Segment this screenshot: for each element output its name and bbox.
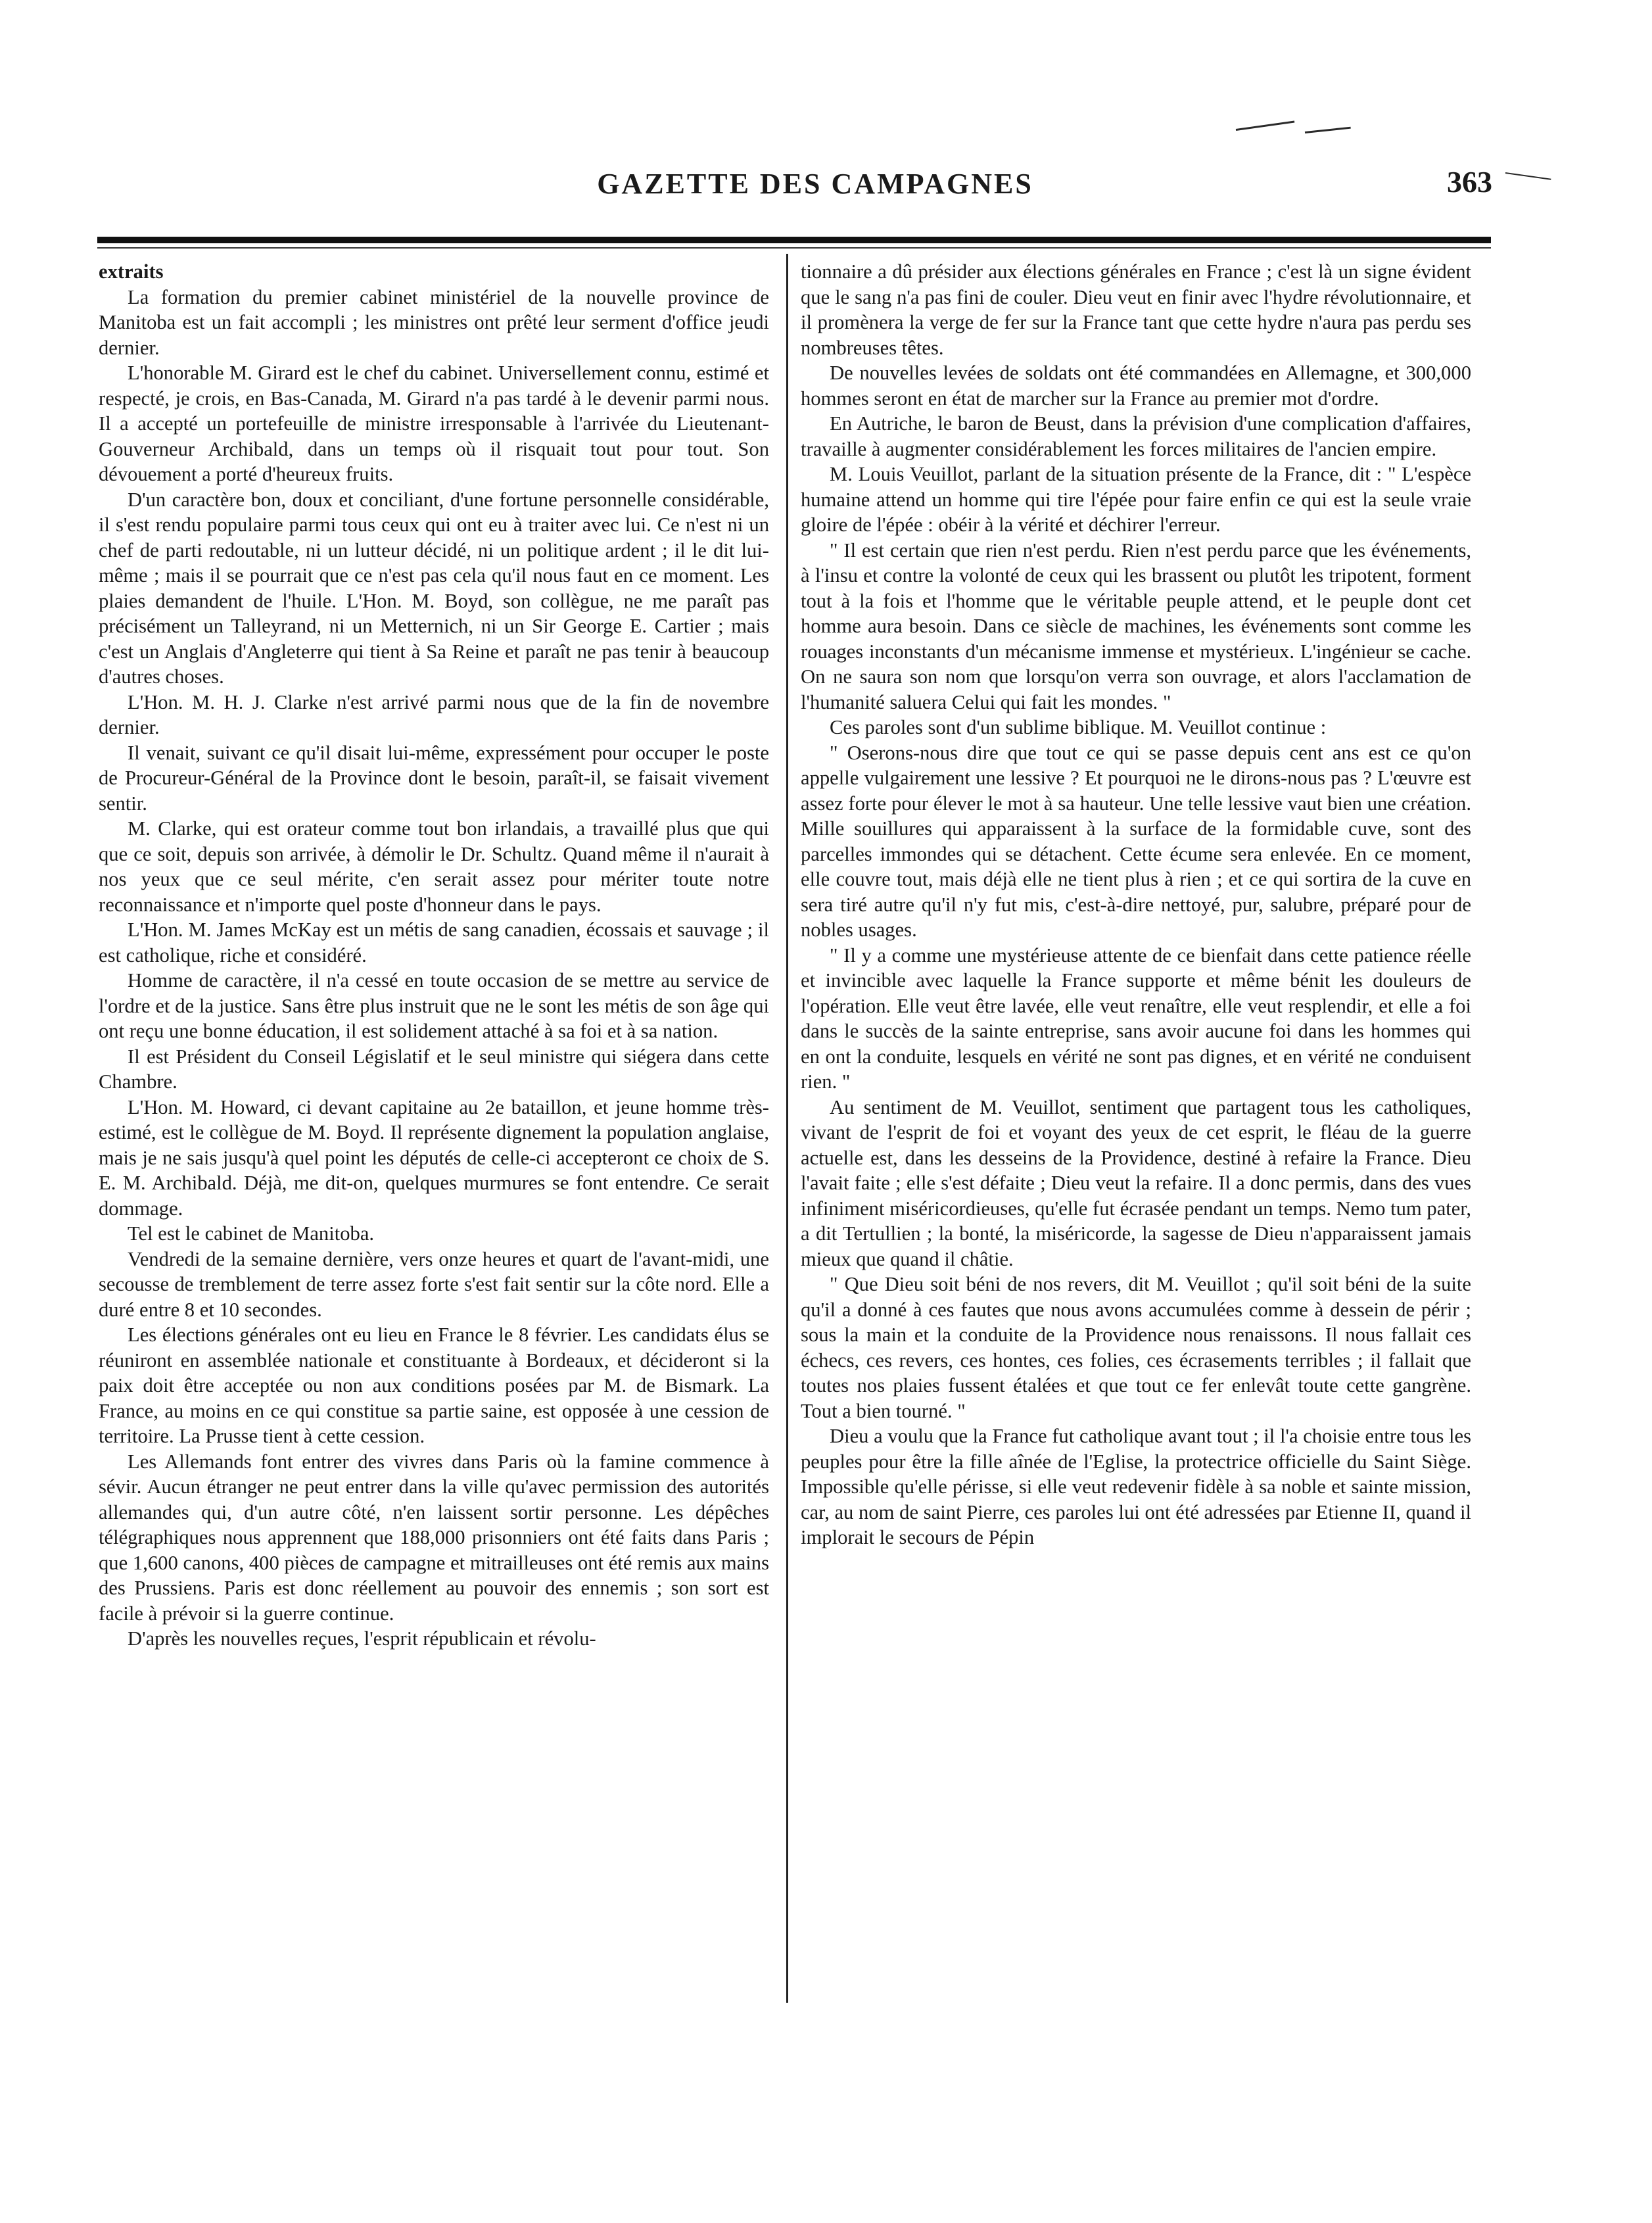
section-lead: extraits xyxy=(99,260,164,283)
article-paragraph: Vendredi de la semaine dernière, vers onze heures et quart de l'avant-midi, une secousse de tremblement de terre assez forte s'est fait sentir sur la côte nord. Elle a duré entre 8 et 10 secondes. xyxy=(99,1247,769,1321)
article-paragraph: D'un caractère bon, doux et conciliant, d'une fortune personnelle considérable, il s'est rendu populaire parmi tous ceux qui ont eu à traiter avec lui. Ce n'est ni un chef de parti redoutable, ni un lutteur décidé, ni un politique ardent ; il le dit lui-même ; mais il se pourrait que ce n'est pas cela qu'il nous faut en ce moment. Les plaies demandent de l'huile. L'Hon. M. Boyd, son collègue, ne me paraît pas précisément un Talleyrand, ni un Metternich, ni un Sir George E. Cartier ; mais c'est un Anglais d'Angleterre qui tient à Sa Reine et paraît ne pas tenir à beaucoup d'autres choses. xyxy=(99,488,769,688)
article-paragraph: M. Louis Veuillot, parlant de la situation présente de la France, dit : " L'espèce humaine attend un homme qui tire l'épée pour faire enfin ce qui est la seule vraie gloire de l'épée : obéir à la vérité et déchirer l'erreur. xyxy=(801,463,1471,536)
article-paragraph: Il est Président du Conseil Législatif et le seul ministre qui siégera dans cette Chambre. xyxy=(99,1045,769,1093)
article-paragraph: Ces paroles sont d'un sublime biblique. M. Veuillot continue : xyxy=(830,716,1327,738)
article-paragraph: Les Allemands font entrer des vivres dans Paris où la famine commence à sévir. Aucun étranger ne peut entrer dans la ville qu'avec permission des autorités allemandes qui, d'un autre côté, n'en laissent sortir personne. Les dépêches télégraphiques nous apprennent que 188,000 prisonniers ont été faits dans Paris ; que 1,600 canons, 400 pièces de campagne et mitrailleuses ont été remis aux mains des Prussiens. Paris est donc réellement au pouvoir des ennemis ; son sort est facile à prévoir si la guerre continue. xyxy=(99,1450,769,1625)
right-column xyxy=(801,259,1471,2008)
article-paragraph xyxy=(99,259,769,285)
article-paragraph: " Oserons-nous dire que tout ce qui se passe depuis cent ans est ce qu'on appelle vulgairement une lessive ? Et pourquoi ne le dirons-nous pas ? L'œuvre est assez forte pour élever le mot à sa hauteur. Une telle lessive vaut bien une création. Mille souillures qui apparaissent à la surface de la formidable cuve, sont des parcelles immondes qui se détachent. Cette écume sera enlevée. En ce moment, elle couvre tout, mais déjà elle ne tient plus à rien ; et ce qui sortira de la cuve en sera tiré autre qu'il n'y fut mis, c'est-à-dire nettoyé, pur, salubre, préparé pour de nobles usages. xyxy=(801,741,1471,941)
article-paragraph: L'Hon. M. H. J. Clarke n'est arrivé parmi nous que de la fin de novembre dernier. xyxy=(99,690,769,738)
article-paragraph: " Que Dieu soit béni de nos revers, dit M. Veuillot ; qu'il soit béni de la suite qu'il a donné à ces fautes que nous avons accumulées comme à dessein de périr ; sous la main et la conduite de la Providence nous renaissons. Il nous fallait ces échecs, ces revers, ces hontes, ces folies, ces écrasements terribles ; il fallait que toutes nos plaies fussent étalées et que tout ce fer enlevât toute cette gangrène. Tout a bien tourné. " xyxy=(801,1273,1471,1422)
pen-mark xyxy=(1505,172,1551,180)
article-paragraph: tionnaire a dû présider aux élections générales en France ; c'est là un signe évident que le sang n'a pas fini de couler. Dieu veut en finir avec l'hydre révolutionnaire, et il promènera la verge de fer sur la France tant que cette hydre n'aura pas perdu ses nombreuses têtes. xyxy=(801,260,1471,359)
header-rule xyxy=(97,237,1491,243)
article-paragraph: Au sentiment de M. Veuillot, sentiment que partagent tous les catholiques, vivant de l'esprit de foi et voyant des yeux de cet esprit, le fléau de la guerre actuelle est, dans les desseins de la Providence, destiné à refaire la France. Dieu l'avait faite ; elle s'est défaite ; Dieu veut la refaire. Il a donc permis, dans des vues infiniment miséricordieuses, qu'elle fut écrasée pendant un temps. Nemo tum pater, a dit Tertullien ; la bonté, la miséricorde, la sagesse de Dieu n'apparaissent jamais mieux que quand il châtie. xyxy=(801,1095,1471,1270)
article-paragraph: D'après les nouvelles reçues, l'esprit républicain et révolu- xyxy=(128,1627,596,1650)
article-paragraph: L'Hon. M. Howard, ci devant capitaine au 2e bataillon, et jeune homme très-estimé, est le collègue de M. Boyd. Il représente dignement la population anglaise, mais je ne sais jusqu'à quel point les députés de celle-ci accepteront ce choix de S. E. M. Archibald. Déjà, me dit-on, quelques murmures se font entendre. Ce serait dommage. xyxy=(99,1095,769,1220)
left-column xyxy=(99,259,769,2008)
header-rule-thin xyxy=(97,247,1491,249)
article-paragraph: Il venait, suivant ce qu'il disait lui-même, expressément pour occuper le poste de Procureur-Général de la Province dont le besoin, paraît-il, se faisait vivement sentir. xyxy=(99,741,769,815)
article-paragraph: La formation du premier cabinet ministériel de la nouvelle province de Manitoba est un fait accompli ; les ministres ont prêté leur serment d'office jeudi dernier. xyxy=(99,285,769,359)
pen-mark xyxy=(1305,127,1351,133)
article-paragraph: " Il est certain que rien n'est perdu. Rien n'est perdu parce que les événements, à l'insu et contre la volonté de ceux qui les brassent ou plutôt les tripotent, forment tout à la fois et l'homme que le véritable peuple attend, et le peuple dont cet homme aura besoin. Dans ce siècle de machines, les événements sont comme les rouages inconstants d'un mécanisme immense et mystérieux. L'ingénieur se cache. On ne saura son nom que lorsqu'on verra son ouvrage, et alors l'acclamation de l'humanité saluera Celui qui fait les mondes. " xyxy=(801,538,1471,713)
article-paragraph: De nouvelles levées de soldats ont été commandées en Allemagne, et 300,000 hommes seront en état de marcher sur la France au premier mot d'ordre. xyxy=(801,362,1471,410)
article-paragraph: L'honorable M. Girard est le chef du cabinet. Universellement connu, estimé et respecté, je crois, en Bas-Canada, M. Girard n'a pas tardé à le devenir parmi nous. Il a accepté un portefeuille de ministre irresponsable à l'arrivée du Lieutenant-Gouverneur Archibald, dans un temps où il risquait tout pour tout. Son dévouement a porté d'heureux fruits. xyxy=(99,362,769,485)
article-paragraph: " Il y a comme une mystérieuse attente de ce bienfait dans cette patience réelle et invincible avec laquelle la France supporte et même bénit les douleurs de l'opération. Elle veut être lavée, elle veut renaître, elle veut resplendir, et elle a foi dans le succès de la sainte entreprise, sans avoir aucune foi dans les hommes qui en ont la conduite, lesquels en vérité ne sont pas dignes, et en vérité ne conduisent rien. " xyxy=(801,944,1471,1093)
article-paragraph: L'Hon. M. James McKay est un métis de sang canadien, écossais et sauvage ; il est catholique, riche et considéré. xyxy=(99,919,769,967)
article-paragraph: Tel est le cabinet de Manitoba. xyxy=(128,1222,375,1245)
article-paragraph: Dieu a voulu que la France fut catholique avant tout ; il l'a choisie entre tous les peuples pour être la fille aînée de l'Eglise, la protectrice officielle du Saint Siège. Impossible qu'elle périsse, si elle veut redevenir fidèle à sa noble et sainte mission, car, au nom de saint Pierre, ces paroles lui ont été adressées par Etienne II, quand il implorait le secours de Pépin xyxy=(801,1425,1471,1548)
pen-mark xyxy=(1236,120,1295,130)
article-paragraph: En Autriche, le baron de Beust, dans la prévision d'une complication d'affaires, travaille à augmenter considérablement les forces militaires de l'ancien empire. xyxy=(801,412,1471,460)
article-paragraph: Homme de caractère, il n'a cessé en toute occasion de se mettre au service de l'ordre et de la justice. Sans être plus instruit que ne le sont les métis de son âge qui ont reçu une bonne éducation, il est solidement attaché à sa foi et à sa nation. xyxy=(99,969,769,1042)
page-title: GAZETTE DES CAMPAGNES xyxy=(597,168,1033,200)
page-number: 363 xyxy=(1447,165,1492,199)
article-paragraph: M. Clarke, qui est orateur comme tout bon irlandais, a travaillé plus que qui que ce soit, depuis son arrivée, à démolir le Dr. Schultz. Quand même il n'aurait à nos yeux que ce seul mérite, c'en serait assez pour mériter toute notre reconnaissance et n'importe quel poste d'honneur dans le pays. xyxy=(99,817,769,916)
article-paragraph: Les élections générales ont eu lieu en France le 8 février. Les candidats élus se réuniront en assemblée nationale et constituante à Bordeaux, et décideront si la paix doit être acceptée ou non aux conditions posées par M. de Bismark. La France, au moins en ce qui constitue sa partie saine, est opposée à une cession de territoire. La Prusse tient à cette cession. xyxy=(99,1324,769,1447)
column-divider xyxy=(786,254,788,2003)
